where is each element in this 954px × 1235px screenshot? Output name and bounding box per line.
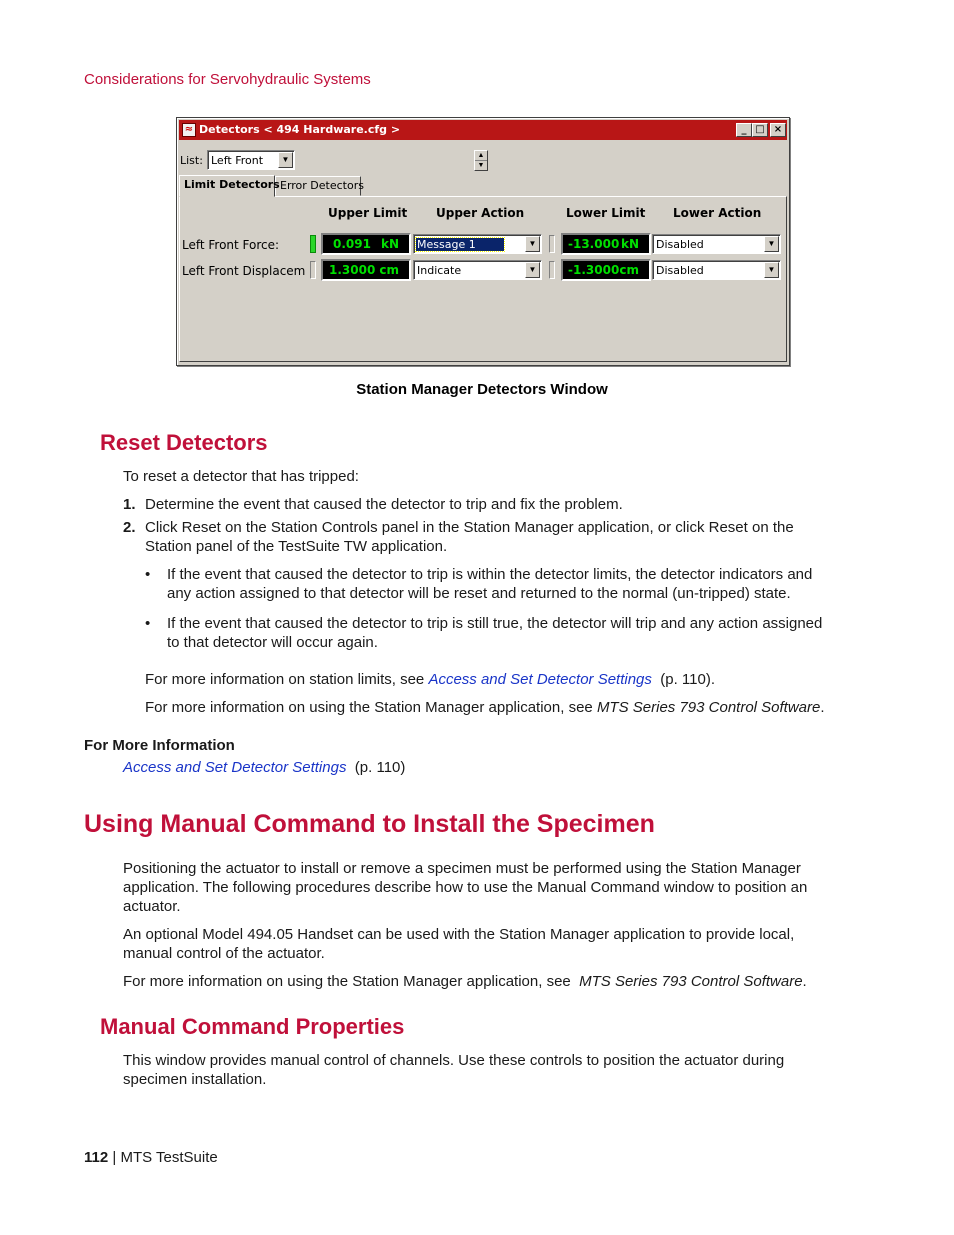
maximize-icon[interactable]: □ [752,123,768,137]
lower-limit-unit: cm [619,263,639,277]
chevron-down-icon[interactable]: ▼ [525,236,540,252]
upper-action-value: Indicate [417,264,462,277]
bullet-mark: • [145,615,151,632]
page-ref: (p. 110) [354,759,406,776]
bullet-text: any action assigned to that detector will be reset and returned to the normal (un-tripped) state. [167,585,791,602]
row-label: Left Front Force: [182,238,280,252]
list-select-value: Left Front [211,154,264,167]
bullet-mark: • [145,566,151,583]
col-lower-action: Lower Action [673,206,762,220]
info-text: For more information on using the Station Manager application, see [145,699,593,716]
row-label: Left Front Displacem [182,264,306,278]
page-number: 112 [84,1149,109,1166]
lower-indicator [549,261,555,279]
lower-limit-value: -1.3000 [568,263,620,277]
upper-limit-field[interactable] [321,233,411,255]
period: . [802,973,807,990]
lower-limit-field[interactable] [561,233,651,255]
paragraph-line: actuator. [123,898,181,915]
step-number: 1. [123,496,136,513]
upper-limit-value: 1.3000 [329,263,376,277]
list-select[interactable] [207,150,295,170]
upper-action-select[interactable] [413,260,542,280]
detector-settings-link[interactable]: Access and Set Detector Settings [123,759,347,776]
info-text: For more information on station limits, see [145,671,425,688]
upper-limit-value: 0.091 [333,237,371,251]
figure-caption: Station Manager Detectors Window [356,381,608,398]
properties-heading: Manual Command Properties [100,1014,405,1039]
info-paragraph [145,698,825,717]
lower-limit-unit: kN [620,237,639,251]
minimize-icon[interactable]: _ [736,123,752,137]
chevron-down-icon[interactable]: ▼ [525,262,540,278]
more-info-ref [123,758,405,777]
step-text: Click Reset on the Station Controls panel in the Station Manager application, or click Reset on the [145,519,794,536]
detector-settings-link[interactable]: Access and Set Detector Settings [428,671,652,688]
chevron-down-icon[interactable]: ▼ [278,152,293,168]
step-number: 2. [123,519,136,536]
manual-heading: Using Manual Command to Install the Specimen [84,810,655,838]
lower-limit-field[interactable] [561,259,651,281]
info-paragraph [145,670,715,689]
col-upper-action: Upper Action [436,206,525,220]
lower-action-select[interactable] [652,234,781,254]
footer-title: MTS TestSuite [120,1149,218,1166]
period: . [820,699,825,716]
upper-limit-unit: kN [380,237,399,251]
reset-intro: To reset a detector that has tripped: [123,468,359,485]
paragraph-line: Positioning the actuator to install or remove a specimen must be performed using the Station Manager [123,860,801,877]
upper-action-value: Message 1 [416,238,504,251]
col-lower-limit: Lower Limit [566,206,646,220]
reset-heading: Reset Detectors [100,430,268,455]
window-titlebar[interactable] [179,120,787,140]
more-info-heading: For More Information [84,737,235,754]
step-text: Determine the event that caused the detector to trip and fix the problem. [145,496,623,513]
app-icon: ≈ [182,123,196,137]
lower-limit-value: -13.000 [568,237,620,251]
chevron-down-icon[interactable]: ▼ [764,262,779,278]
doc-title: MTS Series 793 Control Software [596,699,821,716]
list-spinner[interactable] [474,150,488,171]
close-icon[interactable]: × [770,123,786,137]
info-paragraph [123,972,807,991]
list-label: List: [180,154,203,167]
page-footer [84,1149,218,1166]
upper-action-select[interactable] [413,234,542,254]
lower-action-value: Disabled [656,264,704,277]
tab-error-detectors[interactable]: Error Detectors [275,176,361,196]
upper-indicator [310,261,316,279]
footer-separator: | [112,1149,117,1166]
paragraph-line: specimen installation. [123,1071,267,1088]
paragraph-line: This window provides manual control of channels. Use these controls to position the actuator during [123,1052,785,1069]
bullet-text: to that detector will occur again. [167,634,378,651]
upper-limit-unit: cm [379,263,399,277]
spin-down-icon[interactable]: ▼ [477,162,485,169]
doc-title: MTS Series 793 Control Software [579,973,803,990]
page-ref: (p. 110). [660,671,715,688]
bullet-text: If the event that caused the detector to trip is within the detector limits, the detector indicators and [167,566,813,583]
lower-action-value: Disabled [656,238,704,251]
lower-indicator [549,235,555,253]
window-title: Detectors < 494 Hardware.cfg > [199,123,401,136]
lower-action-select[interactable] [652,260,781,280]
step-text: Station panel of the TestSuite TW application. [145,538,448,555]
upper-indicator [310,235,316,253]
upper-limit-field[interactable] [321,259,411,281]
paragraph-line: manual control of the actuator. [123,945,325,962]
bullet-text: If the event that caused the detector to trip is still true, the detector will trip and any action assigned [167,615,823,632]
spin-up-icon[interactable]: ▲ [475,151,487,161]
paragraph-line: An optional Model 494.05 Handset can be used with the Station Manager application to provide local, [123,926,795,943]
running-header: Considerations for Servohydraulic Systems [84,71,371,88]
chevron-down-icon[interactable]: ▼ [764,236,779,252]
paragraph-line: application. The following procedures describe how to use the Manual Command window to position an [123,879,808,896]
info-text: For more information on using the Station Manager application, see [123,973,571,990]
tab-limit-detectors[interactable]: Limit Detectors [179,175,275,197]
detectors-window [176,117,790,366]
col-upper-limit: Upper Limit [328,206,408,220]
